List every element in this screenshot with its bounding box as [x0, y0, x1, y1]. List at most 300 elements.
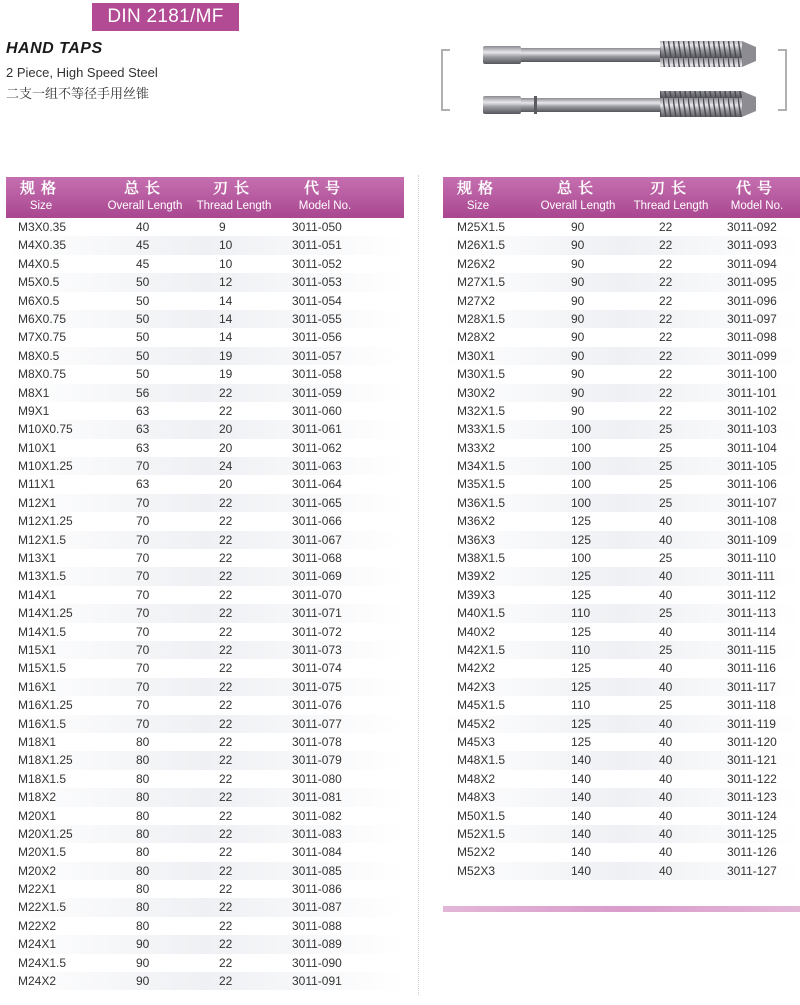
table-row [443, 439, 800, 457]
thread-length-cell: 22 [219, 606, 233, 621]
thread-length-cell: 22 [219, 882, 233, 897]
table-row [6, 880, 404, 898]
overall-length-cell: 70 [136, 587, 150, 602]
thread-length-cell: 24 [219, 459, 233, 474]
thread-length-cell: 22 [659, 220, 673, 234]
table-row [6, 659, 404, 677]
table-body [443, 218, 800, 880]
size-cell: M11X1 [18, 477, 56, 492]
thread-length-cell: 22 [219, 514, 233, 529]
model-no-cell: 3011-095 [727, 275, 777, 290]
table-row [443, 751, 800, 769]
thread-length-cell: 22 [659, 348, 673, 363]
thread-length-cell: 40 [659, 771, 673, 786]
overall-length-cell: 90 [571, 367, 585, 382]
overall-length-cell: 50 [136, 275, 150, 290]
table-row [6, 843, 404, 861]
table-row [443, 365, 800, 383]
size-cell: M33X2 [457, 440, 496, 455]
overall-length-cell: 100 [571, 422, 592, 437]
model-no-cell: 3011-127 [727, 863, 777, 878]
table-row [443, 402, 800, 420]
thread-length-cell: 40 [659, 826, 673, 841]
table-header [443, 177, 800, 218]
thread-length-cell: 25 [659, 422, 673, 437]
thread-length-cell: 22 [219, 771, 233, 786]
size-cell: M48X2 [457, 771, 496, 786]
overall-length-cell: 45 [136, 256, 150, 271]
overall-length-cell: 125 [571, 661, 592, 676]
model-no-cell: 3011-102 [727, 403, 777, 418]
table-row [443, 678, 800, 696]
thread-length-cell: 22 [219, 385, 233, 400]
table-row [443, 236, 800, 254]
model-no-cell: 3011-109 [727, 532, 777, 547]
overall-length-cell: 90 [136, 955, 150, 970]
hand-taps-photo [438, 38, 792, 150]
model-no-cell: 3011-065 [292, 495, 342, 510]
size-cell: M6X0.75 [18, 311, 67, 326]
table-row [443, 696, 800, 714]
size-cell: M40X1.5 [457, 606, 506, 621]
thread-length-cell: 22 [219, 716, 233, 731]
model-no-cell: 3011-083 [292, 826, 342, 841]
table-row [443, 531, 800, 549]
size-cell: M14X1.25 [18, 606, 73, 621]
model-no-cell: 3011-126 [727, 845, 777, 860]
table-row [443, 788, 800, 806]
size-cell: M35X1.5 [457, 477, 506, 492]
table-row [6, 733, 404, 751]
table-row [443, 807, 800, 825]
model-no-cell: 3011-088 [292, 918, 342, 933]
thread-length-cell: 40 [659, 716, 673, 731]
overall-length-cell: 80 [136, 918, 150, 933]
overall-length-cell: 125 [571, 569, 592, 584]
thread-length-cell: 40 [659, 569, 673, 584]
size-cell: M18X1.25 [18, 753, 73, 768]
thread-length-cell: 19 [219, 348, 233, 363]
overall-length-cell: 70 [136, 679, 150, 694]
table-row [443, 604, 800, 622]
thread-length-cell: 12 [219, 275, 233, 290]
table-row [6, 770, 404, 788]
thread-length-cell: 22 [219, 826, 233, 841]
size-cell: M27X1.5 [457, 275, 506, 290]
table-row [6, 807, 404, 825]
table-row [6, 935, 404, 953]
model-no-cell: 3011-058 [292, 367, 342, 382]
thread-length-cell: 19 [219, 367, 233, 382]
overall-length-cell: 125 [571, 532, 592, 547]
table-row [6, 862, 404, 880]
thread-length-cell: 40 [659, 624, 673, 639]
overall-length-cell: 90 [136, 937, 150, 952]
thread-length-cell: 22 [659, 311, 673, 326]
table-row [443, 641, 800, 659]
overall-length-cell: 125 [571, 716, 592, 731]
header-size: 规格 Size [19, 180, 62, 212]
thread-length-cell: 22 [219, 845, 233, 860]
table-row [443, 733, 800, 751]
model-no-cell: 3011-115 [727, 642, 776, 657]
table-row [443, 862, 800, 880]
model-no-cell: 3011-096 [727, 293, 777, 308]
overall-length-cell: 80 [136, 734, 150, 749]
overall-length-cell: 90 [136, 974, 150, 989]
thread-length-cell: 22 [659, 256, 673, 271]
overall-length-cell: 70 [136, 606, 150, 621]
model-no-cell: 3011-067 [292, 532, 342, 547]
size-cell: M40X2 [457, 624, 496, 639]
table-header [6, 177, 404, 218]
overall-length-cell: 80 [136, 845, 150, 860]
thread-length-cell: 10 [219, 238, 233, 253]
standard-badge: DIN 2181/MF [92, 3, 239, 31]
table-body [6, 218, 404, 990]
thread-length-cell: 14 [219, 311, 233, 326]
overall-length-cell: 50 [136, 348, 150, 363]
size-cell: M42X3 [457, 679, 496, 694]
model-no-cell: 3011-122 [727, 771, 777, 786]
model-no-cell: 3011-069 [292, 569, 342, 584]
thread-length-cell: 22 [659, 293, 673, 308]
table-row [6, 475, 404, 493]
size-cell: M10X1.25 [18, 459, 73, 474]
model-no-cell: 3011-099 [727, 348, 777, 363]
thread-length-cell: 20 [219, 422, 233, 437]
model-no-cell: 3011-080 [292, 771, 342, 786]
size-cell: M4X0.35 [18, 238, 67, 253]
size-cell: M24X1 [18, 937, 57, 952]
model-no-cell: 3011-092 [727, 220, 777, 234]
thread-length-cell: 22 [219, 955, 233, 970]
overall-length-cell: 80 [136, 826, 150, 841]
overall-length-cell: 125 [571, 514, 592, 529]
model-no-cell: 3011-059 [292, 385, 342, 400]
size-cell: M45X2 [457, 716, 496, 731]
table-row [6, 954, 404, 972]
model-no-cell: 3011-118 [727, 698, 776, 713]
table-row [6, 402, 404, 420]
model-no-cell: 3011-085 [292, 863, 342, 878]
table-row [443, 843, 800, 861]
overall-length-cell: 100 [571, 477, 592, 492]
size-cell: M4X0.5 [18, 256, 60, 271]
overall-length-cell: 80 [136, 900, 150, 915]
thread-length-cell: 25 [659, 606, 673, 621]
size-cell: M12X1 [18, 495, 57, 510]
table-row [6, 788, 404, 806]
overall-length-cell: 50 [136, 367, 150, 382]
overall-length-cell: 80 [136, 790, 150, 805]
model-no-cell: 3011-091 [292, 974, 342, 989]
thread-length-cell: 22 [659, 367, 673, 382]
model-no-cell: 3011-075 [292, 679, 342, 694]
thread-length-cell: 22 [219, 403, 233, 418]
thread-length-cell: 22 [659, 403, 673, 418]
thread-length-cell: 22 [219, 551, 233, 566]
size-cell: M20X1.5 [18, 845, 67, 860]
overall-length-cell: 63 [136, 403, 150, 418]
model-no-cell: 3011-101 [727, 385, 777, 400]
header-model-no: 代号 Model No. [298, 180, 352, 212]
decorative-stripe [443, 906, 800, 912]
table-row [6, 586, 404, 604]
table-row [443, 623, 800, 641]
size-cell: M20X1 [18, 808, 57, 823]
size-cell: M33X1.5 [457, 422, 506, 437]
size-cell: M26X1.5 [457, 238, 506, 253]
thread-length-cell: 22 [219, 937, 233, 952]
model-no-cell: 3011-079 [292, 753, 342, 768]
size-cell: M18X2 [18, 790, 57, 805]
thread-length-cell: 10 [219, 256, 233, 271]
model-no-cell: 3011-103 [727, 422, 777, 437]
overall-length-cell: 90 [571, 220, 585, 234]
model-no-cell: 3011-125 [727, 826, 777, 841]
size-cell: M13X1.5 [18, 569, 67, 584]
thread-length-cell: 25 [659, 495, 673, 510]
model-no-cell: 3011-100 [727, 367, 777, 382]
table-row [6, 494, 404, 512]
size-cell: M10X1 [18, 440, 57, 455]
overall-length-cell: 110 [571, 642, 591, 657]
model-no-cell: 3011-082 [292, 808, 342, 823]
size-cell: M8X0.75 [18, 367, 67, 382]
size-cell: M10X0.75 [18, 422, 73, 437]
table-row [443, 586, 800, 604]
size-cell: M15X1 [18, 642, 57, 657]
overall-length-cell: 50 [136, 293, 150, 308]
model-no-cell: 3011-084 [292, 845, 342, 860]
overall-length-cell: 70 [136, 514, 150, 529]
thread-length-cell: 25 [659, 440, 673, 455]
overall-length-cell: 80 [136, 863, 150, 878]
thread-length-cell: 25 [659, 698, 673, 713]
thread-length-cell: 22 [659, 330, 673, 345]
model-no-cell: 3011-094 [727, 256, 777, 271]
overall-length-cell: 70 [136, 661, 150, 676]
size-cell: M14X1.5 [18, 624, 67, 639]
overall-length-cell: 63 [136, 477, 150, 492]
table-row [6, 549, 404, 567]
model-no-cell: 3011-116 [727, 661, 776, 676]
header-size: 规格 Size [456, 180, 499, 212]
thread-length-cell: 22 [219, 753, 233, 768]
thread-length-cell: 25 [659, 551, 673, 566]
table-row [443, 292, 800, 310]
thread-length-cell: 25 [659, 642, 673, 657]
thread-length-cell: 22 [219, 569, 233, 584]
size-cell: M28X1.5 [457, 311, 506, 326]
overall-length-cell: 50 [136, 330, 150, 345]
table-row [6, 236, 404, 254]
size-cell: M26X2 [457, 256, 496, 271]
size-cell: M38X1.5 [457, 551, 506, 566]
table-row [443, 494, 800, 512]
overall-length-cell: 63 [136, 422, 150, 437]
page-title: HAND TAPS [6, 40, 103, 57]
model-no-cell: 3011-104 [727, 440, 777, 455]
model-no-cell: 3011-111 [727, 569, 776, 584]
table-row [443, 825, 800, 843]
size-cell: M28X2 [457, 330, 496, 345]
thread-length-cell: 14 [219, 293, 233, 308]
overall-length-cell: 125 [571, 679, 592, 694]
model-no-cell: 3011-113 [727, 606, 776, 621]
spec-table-left [6, 177, 404, 990]
size-cell: M34X1.5 [457, 459, 506, 474]
table-row [443, 420, 800, 438]
model-no-cell: 3011-121 [727, 753, 777, 768]
overall-length-cell: 90 [571, 293, 585, 308]
overall-length-cell: 125 [571, 624, 592, 639]
size-cell: M22X2 [18, 918, 57, 933]
size-cell: M42X1.5 [457, 642, 506, 657]
overall-length-cell: 110 [571, 698, 591, 713]
table-row [443, 457, 800, 475]
model-no-cell: 3011-051 [292, 238, 342, 253]
model-no-cell: 3011-106 [727, 477, 777, 492]
overall-length-cell: 90 [571, 348, 585, 363]
thread-length-cell: 25 [659, 459, 673, 474]
overall-length-cell: 70 [136, 495, 150, 510]
thread-length-cell: 22 [219, 900, 233, 915]
table-row [6, 715, 404, 733]
overall-length-cell: 70 [136, 569, 150, 584]
overall-length-cell: 80 [136, 771, 150, 786]
size-cell: M22X1 [18, 882, 57, 897]
model-no-cell: 3011-052 [292, 256, 342, 271]
size-cell: M36X2 [457, 514, 496, 529]
thread-length-cell: 40 [659, 514, 673, 529]
overall-length-cell: 70 [136, 642, 150, 657]
model-no-cell: 3011-089 [292, 937, 342, 952]
model-no-cell: 3011-063 [292, 459, 342, 474]
overall-length-cell: 90 [571, 238, 585, 253]
table-row [443, 347, 800, 365]
thread-length-cell: 22 [219, 918, 233, 933]
table-row [6, 641, 404, 659]
size-cell: M36X3 [457, 532, 496, 547]
thread-length-cell: 20 [219, 477, 233, 492]
size-cell: M5X0.5 [18, 275, 60, 290]
overall-length-cell: 140 [571, 845, 592, 860]
header-model-no: 代号 Model No. [730, 180, 784, 212]
size-cell: M18X1.5 [18, 771, 67, 786]
size-cell: M8X1 [18, 385, 50, 400]
size-cell: M16X1.25 [18, 698, 73, 713]
model-no-cell: 3011-068 [292, 551, 342, 566]
overall-length-cell: 80 [136, 753, 150, 768]
model-no-cell: 3011-123 [727, 790, 777, 805]
table-row [443, 310, 800, 328]
table-row [6, 273, 404, 291]
table-row [6, 678, 404, 696]
overall-length-cell: 90 [571, 330, 585, 345]
overall-length-cell: 50 [136, 311, 150, 326]
thread-length-cell: 22 [219, 863, 233, 878]
overall-length-cell: 140 [571, 863, 592, 878]
table-row [6, 972, 404, 990]
table-row [6, 218, 404, 236]
size-cell: M52X3 [457, 863, 496, 878]
overall-length-cell: 140 [571, 753, 592, 768]
overall-length-cell: 140 [571, 826, 592, 841]
table-row [443, 218, 800, 236]
overall-length-cell: 56 [136, 385, 150, 400]
size-cell: M22X1.5 [18, 900, 67, 915]
size-cell: M48X3 [457, 790, 496, 805]
table-row [443, 770, 800, 788]
model-no-cell: 3011-074 [292, 661, 342, 676]
model-no-cell: 3011-112 [727, 587, 776, 602]
table-row [6, 531, 404, 549]
table-row [443, 273, 800, 291]
table-row [6, 751, 404, 769]
model-no-cell: 3011-071 [292, 606, 342, 621]
thread-length-cell: 22 [659, 238, 673, 253]
overall-length-cell: 40 [136, 220, 150, 234]
overall-length-cell: 80 [136, 808, 150, 823]
table-row [6, 623, 404, 641]
model-no-cell: 3011-050 [292, 220, 342, 234]
size-cell: M24X1.5 [18, 955, 67, 970]
size-cell: M9X1 [18, 403, 50, 418]
overall-length-cell: 70 [136, 698, 150, 713]
model-no-cell: 3011-098 [727, 330, 777, 345]
size-cell: M30X1.5 [457, 367, 506, 382]
thread-length-cell: 22 [219, 624, 233, 639]
header-thread-length: 刃长 Thread Length [633, 180, 709, 212]
model-no-cell: 3011-055 [292, 311, 342, 326]
size-cell: M16X1.5 [18, 716, 67, 731]
table-row [6, 512, 404, 530]
thread-length-cell: 22 [219, 679, 233, 694]
model-no-cell: 3011-110 [727, 551, 776, 566]
thread-length-cell: 22 [219, 808, 233, 823]
overall-length-cell: 90 [571, 275, 585, 290]
model-no-cell: 3011-062 [292, 440, 342, 455]
overall-length-cell: 90 [571, 256, 585, 271]
table-row [443, 549, 800, 567]
overall-length-cell: 100 [571, 495, 592, 510]
size-cell: M16X1 [18, 679, 57, 694]
model-no-cell: 3011-107 [727, 495, 777, 510]
overall-length-cell: 70 [136, 716, 150, 731]
thread-length-cell: 22 [219, 642, 233, 657]
overall-length-cell: 100 [571, 459, 592, 474]
thread-length-cell: 40 [659, 661, 673, 676]
model-no-cell: 3011-093 [727, 238, 777, 253]
size-cell: M12X1.5 [18, 532, 67, 547]
model-no-cell: 3011-060 [292, 403, 342, 418]
thread-length-cell: 40 [659, 753, 673, 768]
table-row [443, 328, 800, 346]
overall-length-cell: 90 [571, 403, 585, 418]
thread-length-cell: 9 [219, 220, 226, 234]
size-cell: M24X2 [18, 974, 57, 989]
table-row [443, 715, 800, 733]
thread-length-cell: 22 [659, 385, 673, 400]
overall-length-cell: 110 [571, 606, 591, 621]
table-row [6, 347, 404, 365]
table-row [6, 898, 404, 916]
overall-length-cell: 63 [136, 440, 150, 455]
table-row [6, 917, 404, 935]
overall-length-cell: 100 [571, 551, 592, 566]
